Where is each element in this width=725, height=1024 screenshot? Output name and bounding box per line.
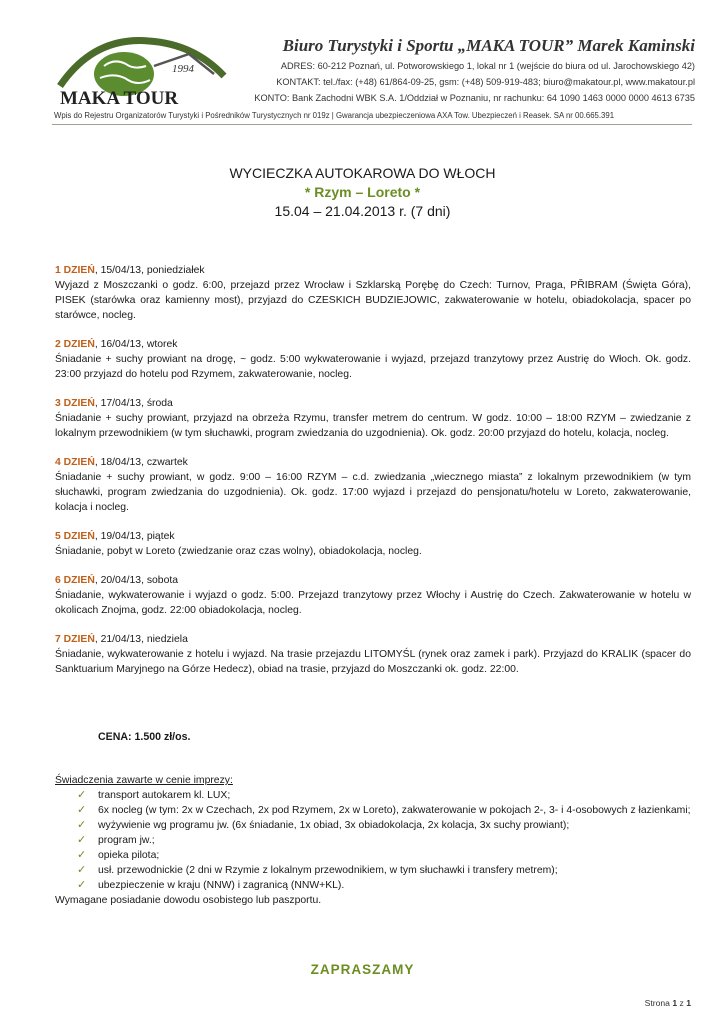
page-number: Strona 1 z 1 <box>644 998 691 1008</box>
day-description: Śniadanie + suchy prowiant, przyjazd na obrzeża Rzymu, transfer metrem do centrum. W godz. 10:00 – 18:00 RZYM – zwiedzanie z lokalnym przewodnikiem (w tym słuchawki, program zwiedzania do uzgodnienia). Ok. godz. 20:00 przyjazd do hotelu, kolacja, nocleg. <box>55 413 691 439</box>
document-requirement: Wymagane posiadanie dowodu osobistego lub paszportu. <box>55 895 322 906</box>
company-name: Biuro Turystyki i Sportu „MAKA TOUR” Marek Kaminski <box>282 36 695 55</box>
header-divider <box>52 124 692 125</box>
price: CENA: 1.500 zł/os. <box>98 731 191 743</box>
check-icon: ✓ <box>77 804 87 816</box>
trip-title-line1: WYCIECZKA AUTOKAROWA DO WŁOCH <box>229 165 496 181</box>
day-description: Śniadanie, wykwaterowanie i wyjazd o godz. 5:00. Przejazd tranzytowy przez Włochy i Austrię do Czech. Zakwaterowanie w hotelu w okolicach Znojma, godz. 22:00 obiadokolacja, nocleg. <box>55 590 691 616</box>
logo-text: MAKA TOUR <box>60 88 179 106</box>
itinerary-day <box>55 529 691 559</box>
letterhead <box>40 36 695 108</box>
trip-dates: 15.04 – 21.04.2013 r. (7 dni) <box>274 203 451 219</box>
check-icon: ✓ <box>77 834 87 846</box>
included-heading: Świadczenia zawarte w cenie imprezy: <box>55 775 233 786</box>
check-icon: ✓ <box>77 879 87 891</box>
check-icon: ✓ <box>77 819 87 831</box>
company-logo <box>54 36 244 106</box>
itinerary-day <box>55 263 691 323</box>
trip-title <box>0 164 725 221</box>
check-icon: ✓ <box>77 849 87 861</box>
day-date: , 21/04/13, niedziela <box>94 634 188 645</box>
day-label: 4 DZIEŃ <box>55 457 95 468</box>
included-services <box>55 773 691 908</box>
logo-year: 1994 <box>172 63 194 75</box>
address-line: ADRES: 60-212 Poznań, ul. Potworowskiego 1, lokal nr 1 (wejście do biura od ul. Jarochowskiego 42) <box>280 61 695 71</box>
trip-destination: * Rzym – Loreto * <box>304 184 421 200</box>
day-description: Śniadanie, wykwaterowanie z hotelu i wyjazd. Na trasie przejazdu LITOMYŚL (rynek oraz zamek i park). Przyjazd do KRALIK (spacer do Sanktuarium Maryjnego na Górze Hedecz), obiad na trasie, przyjazd do Moszczanki ok. godz. 22:00. <box>55 649 691 675</box>
contact-line: KONTAKT: tel./fax: (+48) 61/864-09-25, gsm: (+48) 509-919-483; biuro@makatour.pl, www.makatour.pl <box>276 77 695 87</box>
list-item: ✓ opieka pilota; <box>77 849 160 861</box>
day-description: Śniadanie + suchy prowiant na drogę, ~ godz. 5:00 wykwaterowanie i wyjazd, przejazd tranzytowy przez Austrię do Włoch. Ok. godz. 23:00 przyjazd do hotelu pod Rzymem, zakwaterowanie, nocleg. <box>55 354 691 380</box>
check-icon: ✓ <box>77 789 87 801</box>
included-list <box>55 788 691 893</box>
day-date: , 15/04/13, poniedziałek <box>94 265 205 276</box>
list-item: ✓ ubezpieczenie w kraju (NNW) i zagranicą (NNW+KL). <box>77 879 345 891</box>
list-item: ✓ program jw.; <box>77 834 155 846</box>
day-label: 1 DZIEŃ <box>55 265 95 276</box>
day-description: Śniadanie, pobyt w Loreto (zwiedzanie oraz czas wolny), obiadokolacja, nocleg. <box>55 546 422 557</box>
list-item: ✓ usł. przewodnickie (2 dni w Rzymie z lokalnym przewodnikiem, w tym słuchawki i transfery metrem); <box>77 864 558 876</box>
itinerary-day <box>55 455 691 515</box>
closing-invitation: ZAPRASZAMY <box>310 962 415 977</box>
check-icon: ✓ <box>77 864 87 876</box>
itinerary-day <box>55 573 691 618</box>
itinerary <box>55 263 691 691</box>
day-label: 5 DZIEŃ <box>55 531 95 542</box>
day-description: Wyjazd z Moszczanki o godz. 6:00, przejazd przez Wrocław i Szklarską Porębę do Czech: Turnov, Praga, PŘIBRAM (Święta Góra), PISEK (starówka oraz kamienny most), przyjazd do CZESKICH BUDZIEJOWIC, zakwaterowanie w hotelu, obiadokolacja, spacer po starówce, nocleg. <box>55 280 691 321</box>
day-date: , 19/04/13, piątek <box>94 531 175 542</box>
list-item: ✓ wyżywienie wg programu jw. (6x śniadanie, 1x obiad, 3x obiadokolacja, 2x kolacja, 3x suchy prowiant); <box>77 819 570 831</box>
day-description: Śniadanie + suchy prowiant, w godz. 9:00 – 16:00 RZYM – c.d. zwiedzania „wiecznego miasta” z lokalnym przewodnikiem (w tym słuchawki, program zwiedzania do uzgodnienia). Ok. godz. 17:00 wyjazd i przejazd do pensjonatu/hotelu w Loreto, zakwaterowanie, kolacja i nocleg. <box>55 472 691 513</box>
day-label: 7 DZIEŃ <box>55 634 95 645</box>
day-date: , 17/04/13, środa <box>94 398 173 409</box>
registry-line: Wpis do Rejestru Organizatorów Turystyki i Pośredników Turystycznych nr 019z | Gwarancja ubezpieczeniowa AXA Tow. Ubezpieczeń i Reasek. SA nr 00.665.391 <box>54 111 615 120</box>
itinerary-day <box>55 632 691 677</box>
day-label: 3 DZIEŃ <box>55 398 95 409</box>
itinerary-day <box>55 337 691 382</box>
day-label: 6 DZIEŃ <box>55 575 95 586</box>
day-date: , 16/04/13, wtorek <box>94 339 178 350</box>
itinerary-day <box>55 396 691 441</box>
day-date: , 18/04/13, czwartek <box>94 457 188 468</box>
bank-account-line: KONTO: Bank Zachodni WBK S.A. 1/Oddział w Poznaniu, nr rachunku: 64 1090 1463 0000 0000 4613 6735 <box>254 93 695 103</box>
list-item: ✓ transport autokarem kl. LUX; <box>77 789 231 801</box>
list-item: ✓ 6x nocleg (w tym: 2x w Czechach, 2x pod Rzymem, 2x w Loreto), zakwaterowanie w pokojach 2-, 3- i 4-osobowych z łazienkami; <box>77 804 691 816</box>
day-date: , 20/04/13, sobota <box>94 575 179 586</box>
day-label: 2 DZIEŃ <box>55 339 95 350</box>
